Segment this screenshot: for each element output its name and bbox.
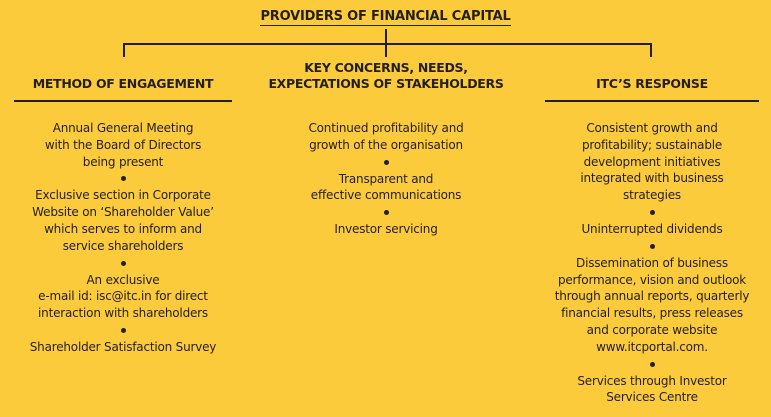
list-item: Services through Investor Services Centre bbox=[577, 373, 727, 405]
column-itc-response bbox=[535, 60, 769, 406]
bullet-separator bbox=[121, 261, 126, 266]
diagram-title bbox=[0, 9, 771, 24]
connector-drop-right bbox=[650, 43, 652, 57]
column-method-of-engagement bbox=[8, 60, 238, 356]
connector-drop-left bbox=[123, 43, 125, 57]
list-item: Continued profitability and growth of the organisation bbox=[308, 121, 464, 152]
list-item: Transparent and effective communications bbox=[310, 171, 462, 203]
list-item: Shareholder Satisfaction Survey bbox=[29, 339, 217, 354]
bullet-separator bbox=[650, 210, 655, 215]
column-heading-text: ITC’S RESPONSE bbox=[596, 76, 708, 91]
column-heading bbox=[535, 60, 769, 92]
bullet-separator bbox=[121, 328, 126, 333]
list-item: Investor servicing bbox=[334, 222, 438, 237]
bullet-separator bbox=[650, 244, 655, 249]
diagram-title-text: PROVIDERS OF FINANCIAL CAPITAL bbox=[260, 9, 511, 24]
list-item: Exclusive section in Corporate Website on ‘Shareholder Value’ which serves to inform and service shareholders bbox=[32, 188, 214, 253]
list-item: Uninterrupted dividends bbox=[581, 221, 723, 236]
column-items bbox=[256, 120, 516, 238]
column-items bbox=[8, 120, 238, 356]
bullet-separator bbox=[650, 362, 655, 367]
list-item: Annual General Meeting with the Board of Directors being present bbox=[44, 121, 202, 169]
list-item: An exclusive e-mail id: isc@itc.in for direct interaction with shareholders bbox=[38, 272, 208, 321]
connector-bar bbox=[123, 43, 651, 45]
bullet-separator bbox=[384, 210, 389, 215]
column-heading-text: METHOD OF ENGAGEMENT bbox=[32, 76, 214, 91]
list-item: Consistent growth and profitability; sustainable development initiatives integrated with business strategies bbox=[580, 121, 724, 203]
bullet-separator bbox=[121, 176, 126, 181]
column-heading bbox=[256, 60, 516, 92]
column-items bbox=[535, 120, 769, 406]
column-heading-text: KEY CONCERNS, NEEDS, EXPECTATIONS OF STAKEHOLDERS bbox=[268, 60, 504, 91]
bullet-separator bbox=[384, 160, 389, 165]
column-heading bbox=[8, 60, 238, 92]
list-item: Dissemination of business performance, vision and outlook through annual reports, quarterly financial results, press releases and corporate website www.itcportal.com. bbox=[554, 255, 750, 354]
connector-stem bbox=[385, 29, 387, 43]
column-key-concerns bbox=[256, 60, 516, 238]
connector-drop-middle bbox=[385, 43, 387, 57]
